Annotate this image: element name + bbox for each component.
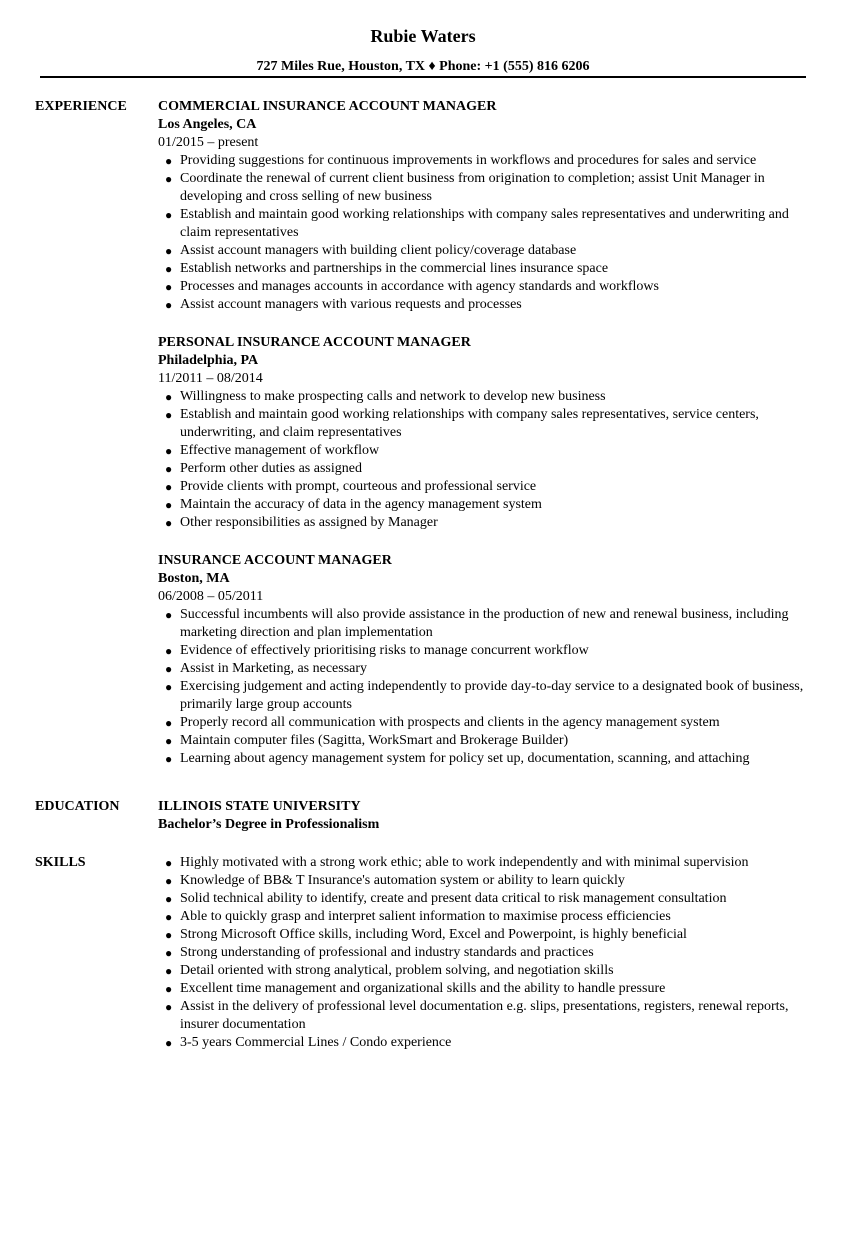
job-entry xyxy=(158,334,808,532)
bullet-icon: ● xyxy=(165,752,173,766)
bullet-icon: ● xyxy=(165,964,173,978)
list-item: ● Assist account managers with various requests and processes xyxy=(165,297,522,312)
list-item: ● Successful incumbents will also provide assistance in the production of new and renewal business, including marketing direction and plan implementation xyxy=(165,607,789,640)
experience-section xyxy=(158,98,808,788)
bullet-icon: ● xyxy=(165,408,173,422)
list-item: ● Perform other duties as assigned xyxy=(165,461,362,476)
list-item: ● Strong Microsoft Office skills, including Word, Excel and Powerpoint, is highly beneficial xyxy=(165,927,687,942)
job-title: COMMERCIAL INSURANCE ACCOUNT MANAGER xyxy=(158,99,497,114)
list-item: ● Providing suggestions for continuous improvements in workflows and procedures for sales and service xyxy=(165,153,757,168)
bullet-icon: ● xyxy=(165,608,173,622)
list-item: ● Assist in the delivery of professional level documentation e.g. slips, presentations, registers, renewal reports, insurer documentation xyxy=(165,999,789,1032)
list-item: ● Solid technical ability to identify, create and present data critical to risk management consultation xyxy=(165,891,727,906)
list-item: ● Establish and maintain good working relationships with company sales representatives, service centers, underwriting, and claim representatives xyxy=(165,407,759,440)
list-item: ● Assist in Marketing, as necessary xyxy=(165,661,368,676)
contact-line: 727 Miles Rue, Houston, TX ♦ Phone: +1 (555) 816 6206 xyxy=(256,59,590,74)
experience-heading: EXPERIENCE xyxy=(35,99,127,114)
job-location: Philadelphia, PA xyxy=(158,353,259,368)
bullet-icon: ● xyxy=(165,154,173,168)
list-item: ● Assist account managers with building client policy/coverage database xyxy=(165,243,577,258)
list-item: ● Properly record all communication with prospects and clients in the agency management system xyxy=(165,715,720,730)
bullet-icon: ● xyxy=(165,298,173,312)
skills-heading: SKILLS xyxy=(35,855,86,870)
list-item: ● Detail oriented with strong analytical, problem solving, and negotiation skills xyxy=(165,963,614,978)
list-item: ● Establish networks and partnerships in the commercial lines insurance space xyxy=(165,261,609,276)
list-item: ● 3-5 years Commercial Lines / Condo experience xyxy=(165,1035,452,1050)
school-name: ILLINOIS STATE UNIVERSITY xyxy=(158,799,361,814)
list-item: ● Effective management of workflow xyxy=(165,443,380,458)
list-item: ● Establish and maintain good working relationships with company sales representatives and underwriting and claim representatives xyxy=(165,207,789,240)
skills-list xyxy=(158,854,808,1052)
list-item: ● Excellent time management and organizational skills and the ability to handle pressure xyxy=(165,981,666,996)
bullet-icon: ● xyxy=(165,480,173,494)
list-item: ● Highly motivated with a strong work ethic; able to work independently and with minimal supervision xyxy=(165,855,749,870)
bullet-icon: ● xyxy=(165,946,173,960)
bullet-icon: ● xyxy=(165,734,173,748)
header-divider xyxy=(40,76,806,78)
bullet-icon: ● xyxy=(165,262,173,276)
list-item: ● Other responsibilities as assigned by Manager xyxy=(165,515,438,530)
bullet-icon: ● xyxy=(165,1036,173,1050)
bullet-icon: ● xyxy=(165,208,173,222)
job-title: INSURANCE ACCOUNT MANAGER xyxy=(158,553,392,568)
job-bullets xyxy=(158,606,808,768)
bullet-icon: ● xyxy=(165,716,173,730)
job-location: Boston, MA xyxy=(158,571,230,586)
job-bullets xyxy=(158,388,808,532)
bullet-icon: ● xyxy=(165,444,173,458)
list-item: ● Maintain the accuracy of data in the agency management system xyxy=(165,497,542,512)
bullet-icon: ● xyxy=(165,1000,173,1014)
job-dates: 11/2011 – 08/2014 xyxy=(158,371,263,386)
job-location: Los Angeles, CA xyxy=(158,117,257,132)
list-item: ● Learning about agency management system for policy set up, documentation, scanning, and attaching xyxy=(165,751,750,766)
bullet-icon: ● xyxy=(165,910,173,924)
bullet-icon: ● xyxy=(165,244,173,258)
bullet-icon: ● xyxy=(165,390,173,404)
bullet-icon: ● xyxy=(165,856,173,870)
job-title: PERSONAL INSURANCE ACCOUNT MANAGER xyxy=(158,335,471,350)
bullet-icon: ● xyxy=(165,662,173,676)
list-item: ● Coordinate the renewal of current client business from origination to completion; assist Unit Manager in developing and cross selling of new business xyxy=(165,171,765,204)
bullet-icon: ● xyxy=(165,280,173,294)
list-item: ● Provide clients with prompt, courteous and professional service xyxy=(165,479,537,494)
education-heading: EDUCATION xyxy=(35,799,120,814)
list-item: ● Maintain computer files (Sagitta, WorkSmart and Brokerage Builder) xyxy=(165,733,569,748)
bullet-icon: ● xyxy=(165,874,173,888)
resume-name: Rubie Waters xyxy=(370,26,476,46)
list-item: ● Strong understanding of professional and industry standards and practices xyxy=(165,945,594,960)
bullet-icon: ● xyxy=(165,928,173,942)
list-item: ● Able to quickly grasp and interpret salient information to maximise process efficiencies xyxy=(165,909,671,924)
bullet-icon: ● xyxy=(165,498,173,512)
bullet-icon: ● xyxy=(165,516,173,530)
job-dates: 01/2015 – present xyxy=(158,135,259,150)
list-item: ● Processes and manages accounts in accordance with agency standards and workflows xyxy=(165,279,659,294)
list-item: ● Exercising judgement and acting independently to provide day-to-day service to a designated book of business, primarily large group accounts xyxy=(165,679,804,712)
job-bullets xyxy=(158,152,808,314)
bullet-icon: ● xyxy=(165,644,173,658)
list-item: ● Evidence of effectively prioritising risks to manage concurrent workflow xyxy=(165,643,589,658)
education-section xyxy=(158,798,808,834)
job-dates: 06/2008 – 05/2011 xyxy=(158,589,264,604)
bullet-icon: ● xyxy=(165,982,173,996)
list-item: ● Knowledge of BB& T Insurance's automation system or ability to learn quickly xyxy=(165,873,625,888)
bullet-icon: ● xyxy=(165,680,173,694)
list-item: ● Willingness to make prospecting calls and network to develop new business xyxy=(165,389,606,404)
degree: Bachelor’s Degree in Professionalism xyxy=(158,817,380,832)
bullet-icon: ● xyxy=(165,462,173,476)
bullet-icon: ● xyxy=(165,172,173,186)
job-entry xyxy=(158,98,808,314)
skills-section xyxy=(158,854,808,1052)
job-entry xyxy=(158,552,808,768)
bullet-icon: ● xyxy=(165,892,173,906)
